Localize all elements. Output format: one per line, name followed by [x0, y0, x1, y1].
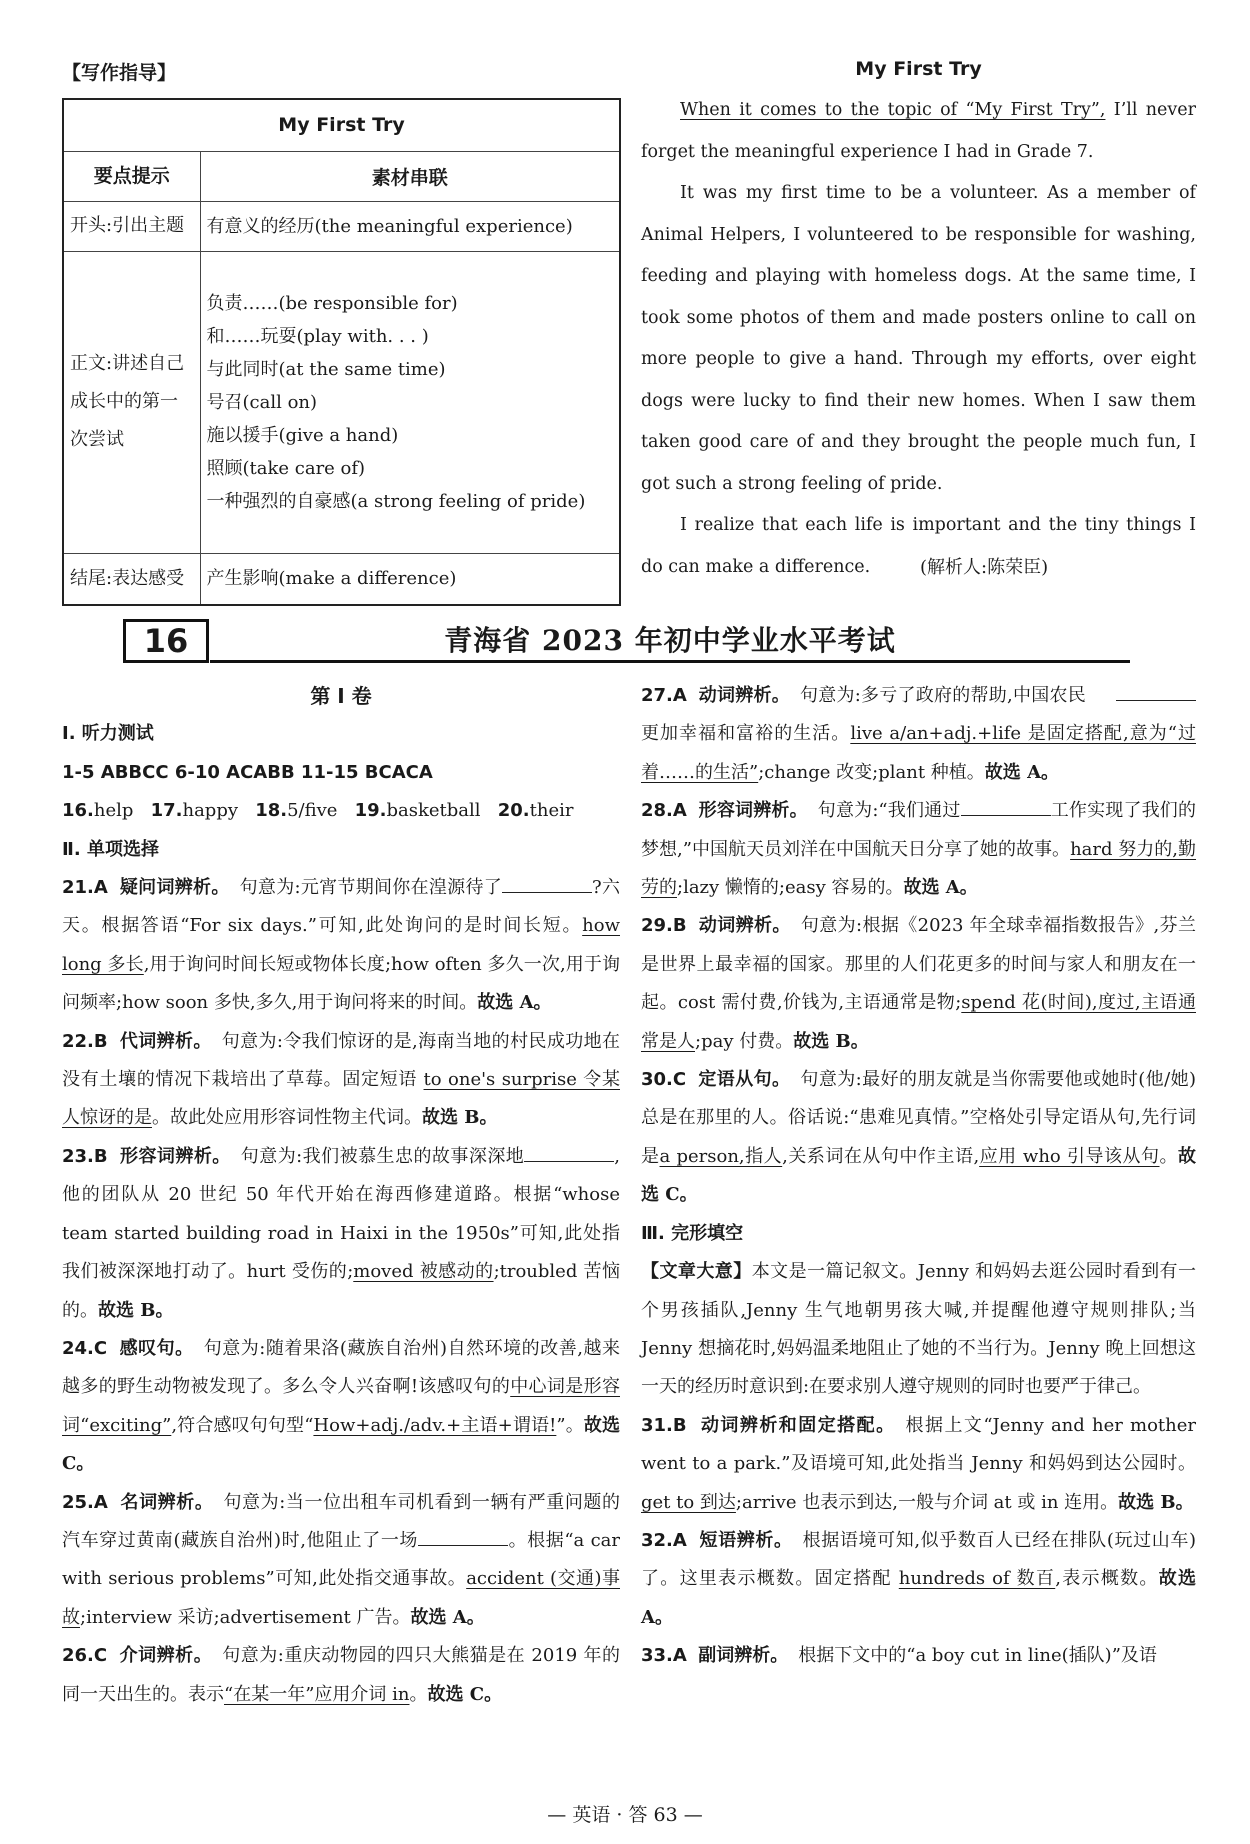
point-ending: 结尾:表达感受 [63, 553, 200, 605]
answer-text: basketball [386, 800, 481, 822]
article-summary [641, 1253, 1196, 1407]
answer-number: 16. [62, 800, 94, 822]
question-number: 27.A [641, 685, 687, 706]
underlined-note: accident (交通)事故 [62, 1568, 620, 1628]
question-number: 26.C [62, 1645, 108, 1667]
question-22 [62, 1023, 620, 1138]
question-number: 33.A [641, 1645, 687, 1667]
question-topic: 形容词辨析。 [698, 800, 808, 822]
answer-text: help [93, 800, 134, 822]
question-text: ,关系词在从句中作主语, [782, 1145, 980, 1167]
question-topic: 疑问词辨析。 [119, 877, 230, 899]
question-text: ,符合感叹句句型“ [171, 1414, 314, 1436]
question-text: ;lazy 懒惰的;easy 容易的。 [677, 877, 904, 899]
point-body: 正文:讲述自己成长中的第一次尝试 [63, 251, 200, 553]
answer-text: 5/five [287, 800, 338, 822]
table-title: My First Try [63, 99, 620, 151]
question-number: 23.B [62, 1145, 108, 1167]
question-text: 句意为:当一位出租车司机看到一辆有严重问题的汽车穿过黄南(藏族自治州)时,他阻止了一场 [62, 1491, 621, 1551]
right-column [641, 677, 1196, 1676]
question-text: 。故此处应用形容词性物主代词。 [152, 1107, 422, 1129]
question-text: 。根据“a car with serious problems”可知,此处指交通事故。 [62, 1529, 621, 1590]
question-topic: 动词辨析。 [698, 685, 790, 706]
question-topic: 定语从句。 [698, 1069, 791, 1091]
answer-text: happy [182, 800, 239, 822]
question-23 [62, 1138, 620, 1330]
question-text: ;arrive 也表示到达,一般与介词 at 或 in 连用。 [735, 1491, 1119, 1513]
question-topic: 介词辨析。 [119, 1645, 213, 1667]
underlined-note: hard 努力的,勤劳的 [641, 838, 1197, 899]
essay-paragraph: I realize that each life is important and the tiny things I do can make a difference. [641, 515, 1196, 577]
underlined-note: to one's surprise 令某人惊讶的是 [62, 1069, 620, 1129]
question-text: 更加幸福和富裕的生活。 [641, 723, 851, 745]
question-text: 句意为:重庆动物园的四只大熊猫是在 2019 年的同一天出生的。表示 [62, 1645, 621, 1705]
materials-ending [200, 553, 620, 605]
answer-number: 18. [255, 800, 288, 822]
question-text: 。 [1159, 1145, 1179, 1167]
question-text: 句意为:元宵节期间你在湟源待了 [239, 877, 503, 899]
material-item: 和……玩耍(play with. . . ) [206, 325, 429, 347]
underlined-note: 中心词是形容词“exciting” [62, 1376, 620, 1436]
question-number: 29.B [641, 915, 687, 937]
question-number: 31.B [641, 1414, 687, 1436]
question-26 [62, 1637, 620, 1714]
answer-choice: 故选 B。 [793, 1030, 869, 1052]
question-text: 句意为:多亏了政府的帮助,中国农民 [800, 685, 1086, 706]
question-number: 21.A [62, 877, 108, 899]
col-header-materials: 素材串联 [200, 151, 620, 201]
answer-number: 19. [354, 800, 387, 822]
question-text: 句意为:我们被慕生忠的故事深深地 [240, 1145, 525, 1167]
material-item: 与此同时(at the same time) [206, 358, 446, 380]
question-number: 28.A [641, 800, 687, 822]
answer-blank [524, 1146, 614, 1162]
question-text: 句意为:随着果洛(藏族自治州)自然环境的改善,越来越多的野生动物被发现了。多么令人兴奋啊!该感叹句的 [62, 1337, 620, 1398]
question-text: 句意为:根据《2023 年全球幸福指数报告》,芬兰是世界上最幸福的国家。那里的人们花更多的时间与家人和朋友在一起。cost 需付费,价钱为,主语通常是物; [641, 915, 1196, 1014]
question-21 [62, 869, 620, 1023]
question-text: ?六天。根据答语“For six days.”可知,此处询问的是时间长短。 [62, 877, 620, 937]
material-item: 照顾(take care of) [206, 457, 366, 479]
underlined-note: spend 花(时间),度过,主语通常是人 [641, 992, 1196, 1052]
question-topic: 动词辨析和固定搭配。 [700, 1414, 896, 1436]
page-footer: — 英语 · 答 63 — [547, 1804, 703, 1826]
underlined-note: How+adj./adv.+主语+谓语! [313, 1414, 557, 1436]
essay-title: My First Try [855, 58, 982, 80]
answer-blank [502, 877, 592, 893]
question-text: 句意为:最好的朋友就是当你需要他或她时(他/她)总是在那里的人。俗话说:“患难见真情。”空格处引导定语从句,先行词是 [641, 1069, 1196, 1167]
section-heading: Ⅰ. 听力测试 [62, 723, 154, 745]
model-essay [641, 58, 1196, 588]
question-text: ,用于询问时间长短或物体长度;how often 多久一次,用于询问频率;how soon 多快,多久,用于询问将来的时间。 [62, 953, 621, 1014]
question-text: 。 [409, 1683, 428, 1705]
left-column [62, 677, 620, 1714]
question-text: 工作实现了我们的梦想,”中国航天员刘洋在中国航天日分享了她的故事。 [641, 800, 1196, 860]
question-topic: 代词辨析。 [119, 1030, 212, 1052]
material-item: 有意义的经历(the meaningful experience) [206, 215, 573, 237]
material-item: 一种强烈的自豪感(a strong feeling of pride) [206, 490, 586, 512]
answer-choice: 故选 B。 [422, 1107, 498, 1129]
underlined-note: get to 到达 [641, 1491, 736, 1513]
question-text: 根据语境可知,似乎数百人已经在排队(玩过山车)了。这里表示概数。固定搭配 [641, 1529, 1197, 1590]
question-text: 根据下文中的“a boy cut in line(插队)”及语 [798, 1645, 1157, 1667]
material-item: 负责……(be responsible for) [206, 292, 458, 314]
material-item: 产生影响(make a difference) [206, 568, 457, 590]
material-item: 施以援手(give a hand) [206, 424, 399, 446]
answer-choice: 故选 B。 [98, 1299, 174, 1321]
underlined-note: 应用 who 引导该从句 [979, 1145, 1160, 1167]
answer-choice: 故选 B。 [1118, 1491, 1194, 1513]
question-number: 25.A [62, 1491, 108, 1513]
question-number: 22.B [62, 1030, 108, 1052]
question-text: 句意为:令我们惊讶的是,海南当地的村民成功地在没有土壤的情况下栽培出了草莓。固定短语 [62, 1030, 620, 1091]
answer-choice: 故选 C。 [427, 1683, 503, 1705]
question-27 [641, 677, 1196, 792]
underlined-note: how long 多长 [62, 915, 620, 975]
question-topic: 感叹句。 [119, 1337, 194, 1359]
question-text: ;change 改变;plant 种植。 [758, 761, 985, 783]
question-32 [641, 1522, 1196, 1637]
question-text: 句意为:“我们通过 [817, 800, 961, 822]
question-24 [62, 1330, 620, 1484]
question-text: ;troubled 苦恼的。 [62, 1261, 620, 1321]
question-number: 30.C [641, 1069, 687, 1091]
question-number: 32.A [641, 1529, 687, 1551]
section-heading: Ⅲ. 完形填空 [641, 1222, 744, 1244]
answer-blank [961, 800, 1051, 816]
material-item: 号召(call on) [206, 391, 318, 413]
writing-guide-table [62, 98, 621, 606]
materials-opening [200, 201, 620, 251]
answer-blank [418, 1530, 508, 1546]
answer-blank [1116, 685, 1196, 701]
question-topic: 副词辨析。 [698, 1645, 789, 1667]
question-30 [641, 1061, 1196, 1215]
question-text: 根据上文“Jenny and her mother went to a park.”及语境可知,此处指当 Jenny 和妈妈到达公园时。 [641, 1414, 1196, 1475]
underlined-note: a person,指人 [659, 1145, 783, 1167]
summary-label: 【文章大意】 [641, 1261, 752, 1283]
question-28 [641, 792, 1196, 907]
essay-underlined-opening: When it comes to the topic of “My First Try”, [680, 100, 1106, 120]
header-rule [210, 660, 1130, 663]
underlined-note: “在某一年”应用介词 in [224, 1683, 410, 1705]
question-text: ;interview 采访;advertisement 广告。 [80, 1606, 411, 1628]
answer-choice: 故选 A。 [641, 1568, 1196, 1628]
underlined-note: live a/an+adj.+life 是固定搭配,意为“过着……的生活” [641, 723, 1196, 783]
section-heading: Ⅱ. 单项选择 [62, 838, 159, 860]
writing-guide-heading: 【写作指导】 [62, 62, 177, 84]
col-header-points: 要点提示 [63, 151, 200, 201]
question-31 [641, 1407, 1196, 1522]
question-text: ;pay 付费。 [695, 1030, 794, 1052]
volume-heading: 第 Ⅰ 卷 [310, 684, 372, 708]
answer-text: their [529, 800, 574, 822]
question-25 [62, 1484, 620, 1638]
question-number: 24.C [62, 1337, 108, 1359]
essay-paragraph: It was my first time to be a volunteer. As a member of Animal Helpers, I volunteered to be responsible for washing, feeding and playing with homeless dogs. At the same time, I took some photos of them and made posters online to call on more people to give a hand. Through my efforts, over eight dogs were lucky to find their new homes. When I saw them taken good care of and they brought the people much fun, I got such a strong feeling of pride. [641, 183, 1196, 494]
underlined-note: moved 被感动的 [353, 1261, 494, 1283]
answer-choice: 故选 A。 [984, 761, 1060, 783]
question-33 [641, 1637, 1196, 1675]
answer-choice: 故选 C。 [641, 1145, 1197, 1206]
analyst-credit: (解析人:陈荣臣) [920, 557, 1049, 578]
materials-body [200, 251, 620, 553]
point-opening: 开头:引出主题 [63, 201, 200, 251]
question-topic: 短语辨析。 [699, 1529, 793, 1551]
listening-answers-2 [62, 792, 620, 830]
question-text: ,表示概数。 [1055, 1568, 1159, 1590]
question-topic: 动词辨析。 [698, 915, 791, 937]
answer-choice: 故选 A。 [410, 1606, 485, 1628]
question-text: ”。 [556, 1414, 584, 1436]
essay-text: I’ll never forget the meaningful experience I had in Grade 7. [641, 100, 1197, 162]
question-topic: 名词辨析。 [120, 1491, 214, 1513]
underlined-note: hundreds of 数百 [898, 1568, 1056, 1590]
answer-choice: 故选 A。 [903, 877, 978, 899]
question-text: ,他的团队从 20 世纪 50 年代开始在海西修建道路。根据“whose team started building road in Haixi in the 1950s”可知,此处指我们被深深地打动了。hurt 受伤的; [62, 1145, 620, 1283]
answer-choice: 故选 A。 [477, 992, 552, 1014]
answer-number: 17. [150, 800, 183, 822]
question-29 [641, 907, 1196, 1061]
exam-title: 青海省 2023 年初中学业水平考试 [444, 624, 896, 657]
essay-paragraph [641, 90, 1196, 173]
answer-number: 20. [497, 800, 530, 822]
question-topic: 形容词辨析。 [119, 1145, 231, 1167]
listening-answers-1: 1-5 ABBCC 6-10 ACABB 11-15 BCACA [62, 761, 433, 783]
exam-number-badge: 16 [123, 619, 209, 663]
answer-choice: 故选 C。 [62, 1414, 621, 1475]
summary-text: 本文是一篇记叙文。Jenny 和妈妈去逛公园时看到有一个男孩插队,Jenny 生气地朝男孩大喊,并提醒他遵守规则排队;当 Jenny 想摘花时,妈妈温柔地阻止了她的不当行为。Jenny 晚上回想这一天的经历时意识到:在要求别人遵守规则的同时也要严于律己。 [641, 1261, 1196, 1398]
